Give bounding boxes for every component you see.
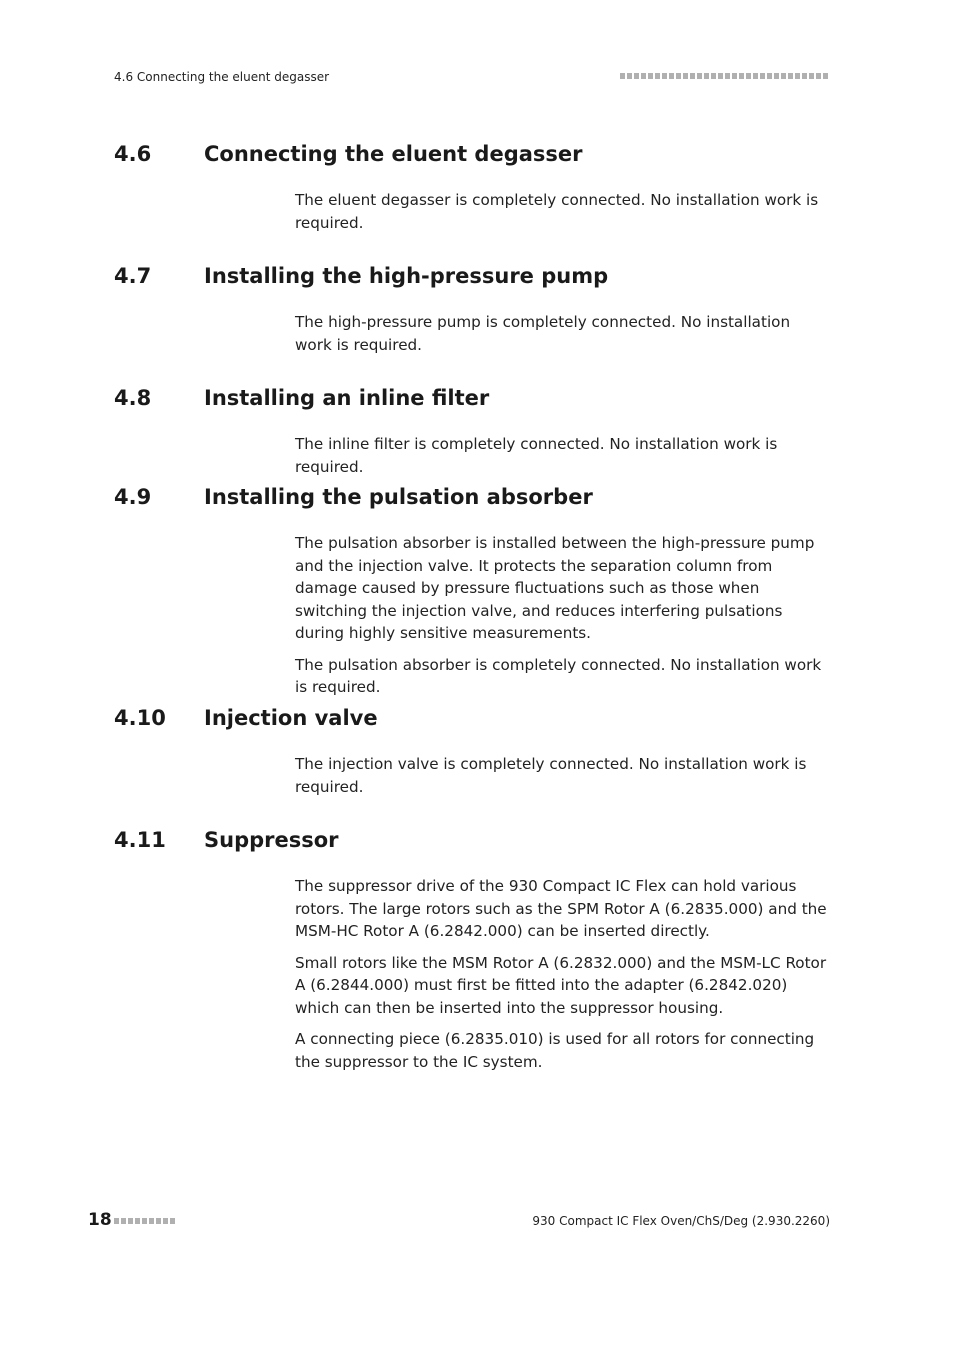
footer-decoration-dots — [114, 1218, 175, 1224]
paragraph: A connecting piece (6.2835.010) is used for all rotors for connecting the suppressor to the IC system. — [295, 1030, 815, 1071]
paragraph: The high-pressure pump is completely connected. No installation work is required. — [295, 313, 791, 354]
paragraph: The suppressor drive of the 930 Compact IC Flex can hold various rotors. The large rotors such as the SPM Rotor A (6.2835.000) and the MSM-HC Rotor A (6.2842.000) can be inserted directly. — [295, 877, 827, 940]
header-decoration-dots — [620, 73, 828, 79]
section-body-4-6 — [295, 189, 831, 243]
section-number: 4.8 — [114, 386, 152, 410]
paragraph: The inline filter is completely connected. No installation work is required. — [295, 435, 778, 476]
section-heading-4-6 — [114, 142, 583, 166]
section-body-4-8 — [295, 433, 831, 487]
section-heading-4-7 — [114, 264, 608, 288]
footer-document-title: 930 Compact IC Flex Oven/ChS/Deg (2.930.2260) — [532, 1214, 830, 1228]
section-title: Injection valve — [204, 706, 378, 730]
section-number: 4.6 — [114, 142, 152, 166]
running-header: 4.6 Connecting the eluent degasser — [114, 70, 330, 84]
section-title: Connecting the eluent degasser — [204, 142, 583, 166]
section-heading-4-10 — [114, 706, 378, 730]
section-number: 4.9 — [114, 485, 152, 509]
section-number: 4.10 — [114, 706, 166, 730]
section-heading-4-9 — [114, 485, 593, 509]
paragraph: The eluent degasser is completely connected. No installation work is required. — [295, 191, 819, 232]
section-number: 4.11 — [114, 828, 166, 852]
section-title: Installing the pulsation absorber — [204, 485, 593, 509]
section-body-4-10 — [295, 753, 831, 807]
section-heading-4-11 — [114, 828, 339, 852]
paragraph: The pulsation absorber is completely connected. No installation work is required. — [295, 655, 822, 696]
section-body-4-7 — [295, 311, 831, 365]
section-number: 4.7 — [114, 264, 152, 288]
section-body-4-9 — [295, 532, 831, 708]
section-heading-4-8 — [114, 386, 489, 410]
section-body-4-11 — [295, 875, 831, 1082]
section-title: Installing an inline filter — [204, 386, 490, 410]
page-number: 18 — [88, 1210, 112, 1230]
section-title: Installing the high-pressure pump — [204, 264, 609, 288]
paragraph: The injection valve is completely connected. No installation work is required. — [295, 755, 807, 796]
section-title: Suppressor — [204, 828, 339, 852]
paragraph: The pulsation absorber is installed between the high-pressure pump and the injection valve. It protects the separation column from damage caused by pressure fluctuations such as those when switching the injection valve, and reduces interfering pulsations during highly sensitive measurements. — [295, 534, 815, 642]
paragraph: Small rotors like the MSM Rotor A (6.2832.000) and the MSM-LC Rotor A (6.2844.000) must first be fitted into the adapter (6.2842.020) which can then be inserted into the suppressor housing. — [295, 953, 827, 1017]
